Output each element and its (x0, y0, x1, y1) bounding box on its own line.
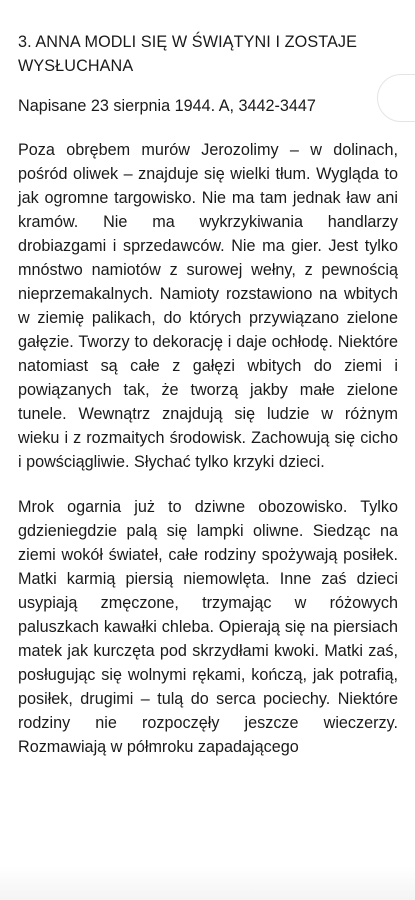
bottom-fade (0, 866, 415, 900)
chapter-title: 3. ANNA MODLI SIĘ W ŚWIĄTYNI I ZOSTAJE WYSŁUCHANA (18, 33, 357, 75)
chapter-meta: Napisane 23 sierpnia 1944. A, 3442-3447 (18, 97, 316, 115)
paragraph-2: Mrok ogarnia już to dziwne obozowisko. Tylko gdzieniegdzie palą się lampki oliwne. Siedząc na ziemi wokół świateł, całe rodziny spożywają posiłek. Matki karmią piersią niemowlęta. Inne zaś dzieci usypiają zmęczone, trzymając w różowych paluszkach kawałki chleba. Opierają się na piersiach matek jak kurczęta pod skrzydłami kwoki. Matki zaś, posługując się wolnymi rękami, kończą, jak potrafią, posiłek, drugimi – tulą do serca pociechy. Niektóre rodziny nie rozpoczęły jeszcze wieczerzy. Rozmawiają w półmroku zapadającego (18, 498, 398, 756)
document-body (18, 30, 398, 780)
paragraph-1: Poza obrębem murów Jerozolimy – w dolinach, pośród oliwek – znajduje się wielki tłum. Wygląda to jak ogromne targowisko. Nie ma tam jednak ław ani kramów. Nie ma wykrzykiwania handlarzy drobiazgami i sprzedawców. Nie ma gier. Jest tylko mnóstwo namiotów z surowej wełny, z pewnością nieprzemakalnych. Namioty rozstawiono na wbitych w ziemię palikach, do których przywiązano zielone gałęzie. Tworzy to dekorację i daje ochłodę. Niektóre natomiast są całe z gałęzi wbitych do ziemi i powiązanych tak, że tworzą jakby małe zielone tunele. Wewnątrz znajdują się ludzie w różnym wieku i z rozmaitych środowisk. Zachowują się cicho i powściągliwie. Słychać tylko krzyki dzieci. (18, 141, 398, 471)
